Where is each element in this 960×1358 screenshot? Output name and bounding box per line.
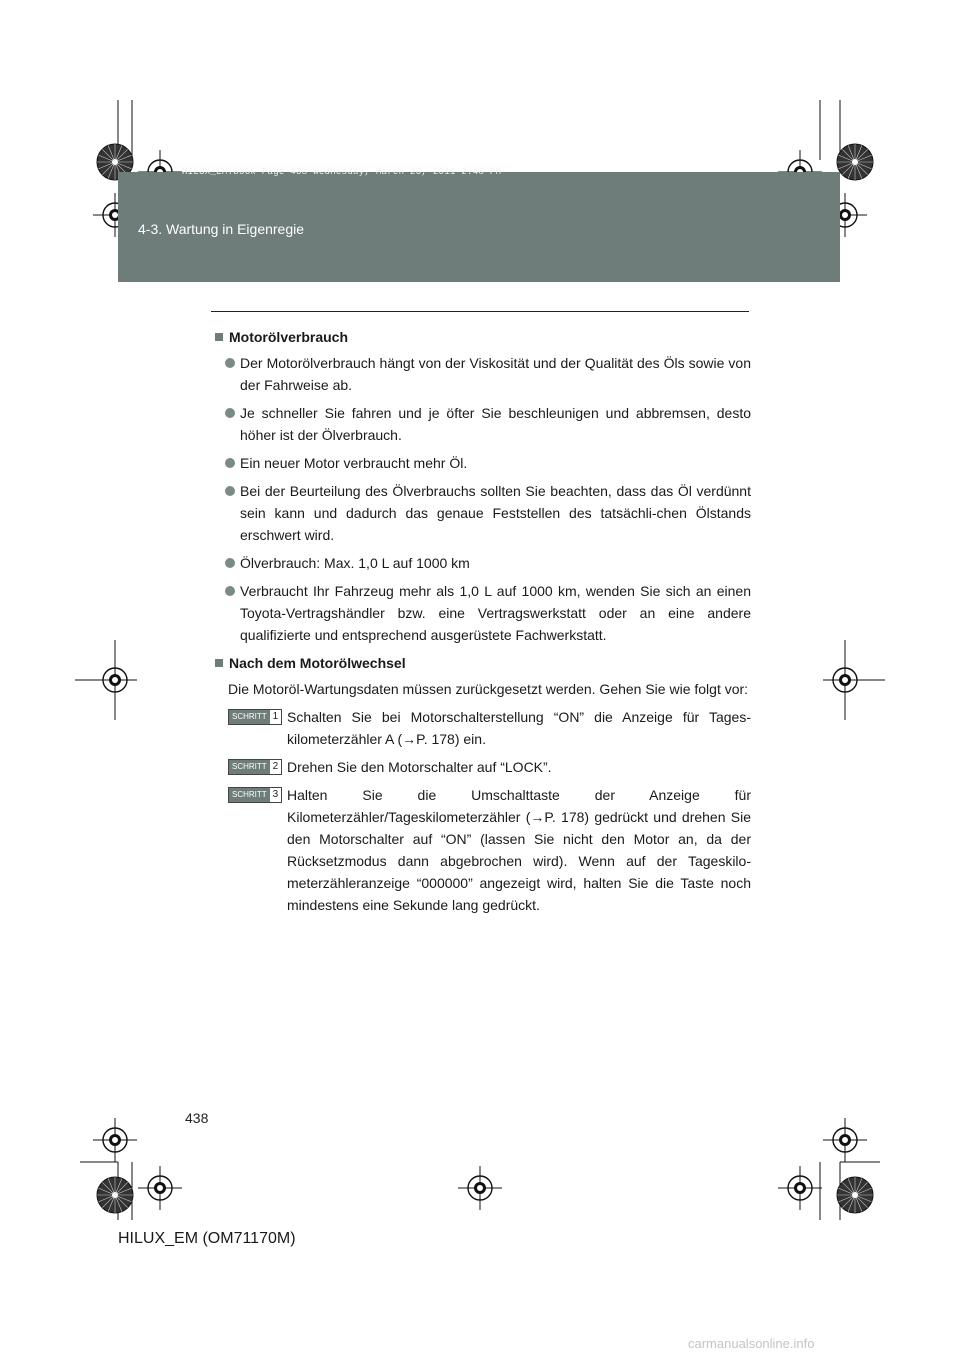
circle-bullet-icon bbox=[225, 558, 235, 568]
circle-bullet-icon bbox=[225, 458, 235, 468]
step-badge: SCHRITT 1 bbox=[228, 709, 282, 725]
square-bullet-icon bbox=[215, 333, 223, 341]
list-item: Ölverbrauch: Max. 1,0 L auf 1000 km bbox=[215, 552, 751, 574]
circle-bullet-icon bbox=[225, 586, 235, 596]
list-item: Verbraucht Ihr Fahrzeug mehr als 1,0 L auf 1000 km, wenden Sie sich an einen Toyota-Vertragshändler bzw. eine Vertragswerkstatt oder an eine andere qualifizierte und entsprechend ausgerüstete Fachwerkstatt. bbox=[215, 580, 751, 646]
circle-bullet-icon bbox=[225, 486, 235, 496]
step-badge: SCHRITT 2 bbox=[228, 759, 282, 775]
list-item: Der Motorölverbrauch hängt von der Viskosität und der Qualität des Öls sowie von der Fahrweise ab. bbox=[215, 352, 751, 396]
circle-bullet-icon bbox=[225, 358, 235, 368]
intro-paragraph: Die Motoröl-Wartungsdaten müssen zurückgesetzt werden. Gehen Sie wie folgt vor: bbox=[228, 681, 749, 697]
list-item: Bei der Beurteilung des Ölverbrauchs sollten Sie beachten, dass das Öl verdünnt sein kann und dadurch das genaue Feststellen des tatsächli-chen Ölstands erschwert wird. bbox=[215, 480, 751, 546]
list-item: Je schneller Sie fahren und je öfter Sie beschleunigen und abbremsen, desto höher ist der Ölverbrauch. bbox=[215, 402, 751, 446]
page-number: 438 bbox=[185, 1110, 209, 1126]
step-badge: SCHRITT 3 bbox=[228, 787, 282, 803]
watermark: carmanualsonline.info bbox=[688, 1336, 815, 1351]
book-stamp: HILUX_EM.book Page 438 Wednesday, March 23, 2011 2:48 PM bbox=[182, 167, 502, 177]
heading-after-oil-change: Nach dem Motorölwechsel bbox=[215, 652, 751, 674]
section-divider bbox=[211, 311, 749, 312]
square-bullet-icon bbox=[215, 659, 223, 667]
page-content bbox=[215, 326, 751, 922]
heading-oil-consumption: Motorölverbrauch bbox=[215, 326, 751, 348]
step-item: SCHRITT 2 Drehen Sie den Motorschalter auf “LOCK”. bbox=[215, 756, 751, 778]
step-item: SCHRITT 1 Schalten Sie bei Motorschalterstellung “ON” die Anzeige für Tages-kilometerzähler A (→P. 178) ein. bbox=[215, 706, 751, 750]
list-item: Ein neuer Motor verbraucht mehr Öl. bbox=[215, 452, 751, 474]
section-title: 4-3. Wartung in Eigenregie bbox=[138, 221, 305, 237]
circle-bullet-icon bbox=[225, 408, 235, 418]
step-item: SCHRITT 3 Halten Sie die Umschalttaste der Anzeige für Kilometerzähler/Tageskilometerzähler (→P. 178) gedrückt und drehen Sie den Motorschalter auf “ON” (lassen Sie nicht den Motor an, da der Rücksetzmodus dann abgebrochen wird). Wenn auf der Tageskilo-meterzähleranzeige “000000” angezeigt wird, halten Sie die Taste noch mindestens eine Sekunde lang gedrückt. bbox=[215, 784, 751, 916]
document-code: HILUX_EM (OM71170M) bbox=[118, 1230, 296, 1247]
